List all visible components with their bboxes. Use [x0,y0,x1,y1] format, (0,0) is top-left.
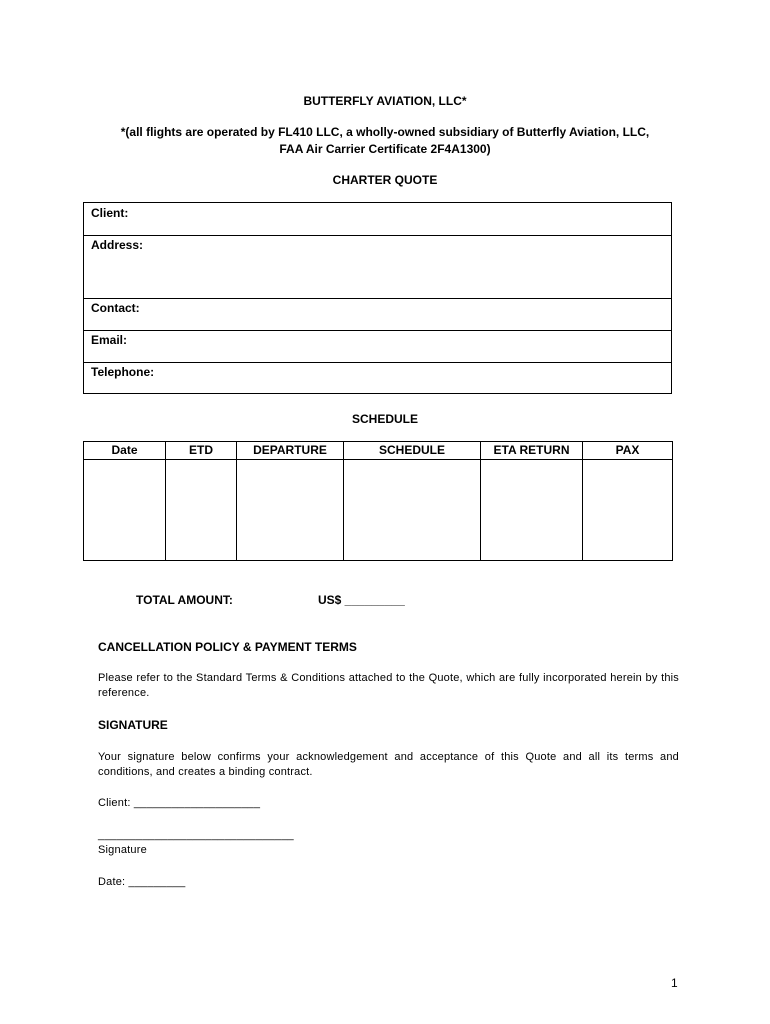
column-header: PAX [583,442,673,460]
document-title: CHARTER QUOTE [332,173,438,187]
schedule-row [84,460,673,561]
telephone-row [84,362,671,393]
signature-line: _______________________________ [98,829,294,841]
column-header: Date [84,442,166,460]
column-header: DEPARTURE [237,442,344,460]
date-line: Date: _________ [98,876,186,888]
email-row [84,330,671,363]
client-label: Client: [91,206,129,220]
client-info-box [83,202,672,394]
telephone-label: Telephone: [91,365,155,379]
address-row [84,235,671,299]
signature-text: Your signature below confirms your acknowledgement and acceptance of this Quote and all its terms and conditions, and creates a binding contract. [98,751,679,778]
contact-label: Contact: [91,301,140,315]
contact-row [84,298,671,331]
page-number: 1 [671,976,678,990]
schedule-cell [166,460,237,561]
email-label: Email: [91,333,128,347]
schedule-cell [84,460,166,561]
cancellation-text: Please refer to the Standard Terms & Conditions attached to the Quote, which are fully incorporated herein by this reference. [98,672,679,699]
total-amount-value: US$ _________ [318,593,405,607]
address-label: Address: [91,238,144,252]
signature-label: Signature [98,844,147,856]
schedule-cell [344,460,481,561]
company-title: BUTTERFLY AVIATION, LLC* [303,94,467,108]
cancellation-heading: CANCELLATION POLICY & PAYMENT TERMS [98,640,357,654]
schedule-cell [481,460,583,561]
column-header: SCHEDULE [344,442,481,460]
schedule-cell [583,460,673,561]
schedule-header-row [84,442,673,460]
client-signature-line: Client: ____________________ [98,797,261,809]
column-header: ETA RETURN [481,442,583,460]
schedule-cell [237,460,344,561]
operator-note-line2: FAA Air Carrier Certificate 2F4A1300) [279,142,491,156]
schedule-table [83,441,673,561]
client-row [84,203,671,236]
signature-heading: SIGNATURE [98,718,168,732]
schedule-title: SCHEDULE [351,412,418,426]
column-header: ETD [166,442,237,460]
total-amount-label: TOTAL AMOUNT: [136,593,233,607]
operator-note-line1: *(all flights are operated by FL410 LLC, a wholly-owned subsidiary of Butterfly Aviation, LLC, [120,125,650,139]
